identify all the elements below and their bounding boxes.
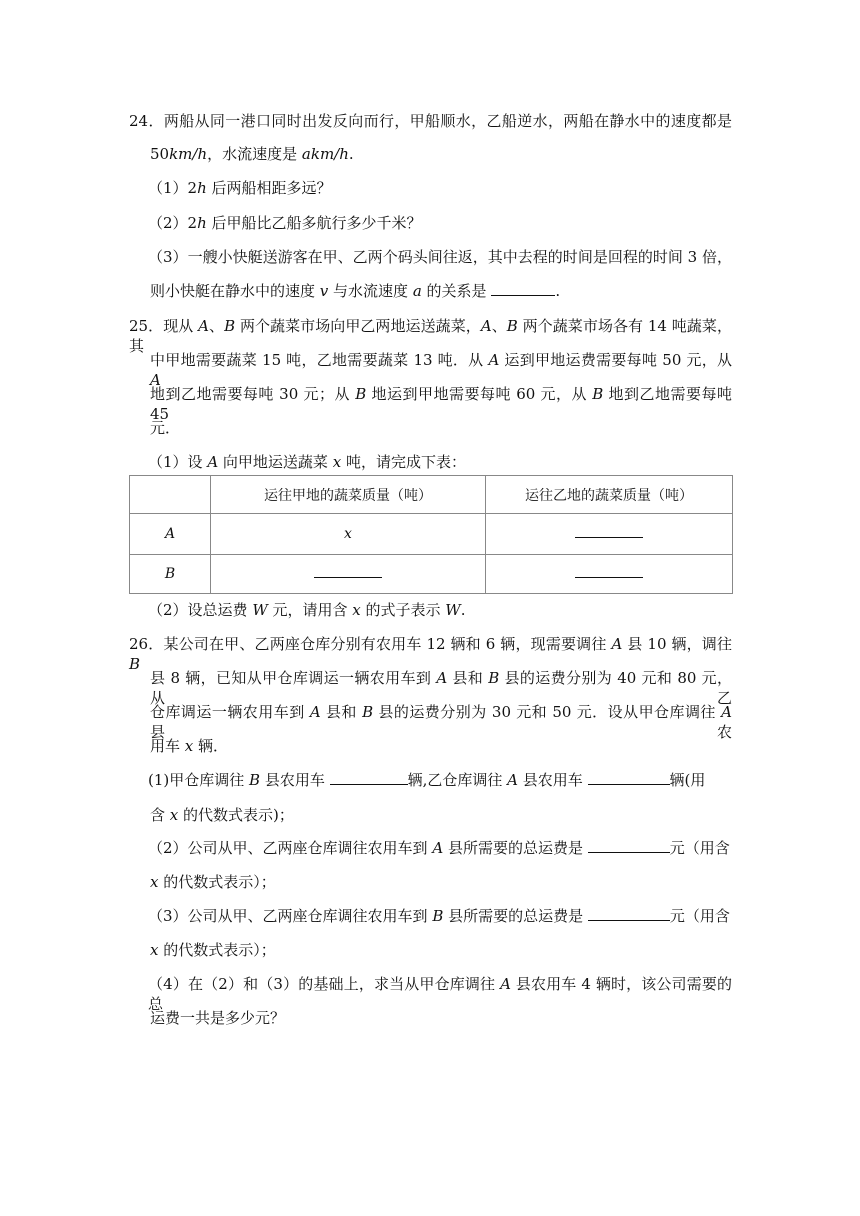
q24-line-2: 50km/h，水流速度是 akm/h. xyxy=(150,145,354,163)
answer-blank[interactable] xyxy=(330,770,408,785)
q26-line-4: 用车 x 辆． xyxy=(150,737,229,755)
answer-blank[interactable] xyxy=(575,567,643,578)
answer-blank[interactable] xyxy=(588,906,670,921)
table-row xyxy=(130,555,733,594)
q25-part-2: （2）设总运费 W 元，请用含 x 的式子表示 W. xyxy=(148,601,466,619)
q24-number: 24． xyxy=(129,112,164,130)
row-label-b: B xyxy=(130,555,211,594)
q26-part-4-line-2: 运费一共是多少元？ xyxy=(150,1009,286,1027)
q26-part-3-line-2: x 的代数式表示）； xyxy=(150,941,276,959)
q24-part-3-line-2: 则小快艇在静水中的速度 v 与水流速度 a 的关系是 . xyxy=(150,282,561,300)
transport-table xyxy=(129,475,733,594)
cell-a-jia: x xyxy=(211,514,486,555)
cell-b-yi xyxy=(486,555,733,594)
q24-line-1: 24．两船从同一港口同时出发反向而行，甲船顺水，乙船逆水，两船在静水中的速度都是 xyxy=(129,112,732,130)
answer-blank[interactable] xyxy=(491,281,555,296)
cell-a-yi xyxy=(486,514,733,555)
answer-blank[interactable] xyxy=(575,527,643,538)
q25-number: 25． xyxy=(129,317,164,335)
q26-part-3-line-1: （3）公司从甲、乙两座仓库调往农用车到 B 县所需要的总运费是 元（用含 xyxy=(148,907,730,925)
table-header-jia: 运往甲地的蔬菜质量（吨） xyxy=(211,476,486,514)
table-header-row xyxy=(130,476,733,514)
q25-line-3: 地到乙地需要每吨 30 元；从 B 地运到甲地需要每吨 60 元，从 B 地到乙地需要每吨 45 xyxy=(150,385,732,423)
table-header-yi: 运往乙地的蔬菜质量（吨） xyxy=(486,476,733,514)
q26-part-2-line-1: （2）公司从甲、乙两座仓库调往农用车到 A 县所需要的总运费是 元（用含 xyxy=(148,839,730,857)
table-row xyxy=(130,514,733,555)
answer-blank[interactable] xyxy=(588,838,670,853)
q26-number: 26． xyxy=(129,635,164,653)
q26-part-1-line-1: (1)甲仓库调往 B 县农用车 辆,乙仓库调往 A 县农用车 辆(用 xyxy=(148,771,706,789)
q25-line-1: 25．现从 A、B 两个蔬菜市场向甲乙两地运送蔬菜，A、B 两个蔬菜市场各有 14 吨蔬菜，其 xyxy=(129,317,732,355)
q26-line-2: 县 8 辆，已知从甲仓库调运一辆农用车到 A 县和 B 县的运费分别为 40 元和 80 元，从乙 xyxy=(150,669,732,707)
q26-line-3: 仓库调运一辆农用车到 A 县和 B 县的运费分别为 30 元和 50 元．设从甲仓库调往 A 县农 xyxy=(150,703,732,741)
q24-part-1: （1）2h 后两船相距多远？ xyxy=(148,179,332,197)
table-corner-cell xyxy=(130,476,211,514)
q26-part-2-line-2: x 的代数式表示）； xyxy=(150,873,276,891)
cell-b-jia xyxy=(211,555,486,594)
q25-line-4: 元． xyxy=(150,419,181,437)
q24-part-3-line-1: （3）一艘小快艇送游客在甲、乙两个码头间往返，其中去程的时间是回程的时间 3 倍， xyxy=(148,248,732,266)
q25-part-1: （1）设 A 向甲地运送蔬菜 x 吨，请完成下表： xyxy=(148,453,466,471)
q24-part-2: （2）2h 后甲船比乙船多航行多少千米？ xyxy=(148,214,422,232)
row-label-a: A xyxy=(130,514,211,555)
q25-line-2: 中甲地需要蔬菜 15 吨，乙地需要蔬菜 13 吨．从 A 运到甲地运费需要每吨 50 元，从 A xyxy=(150,351,732,389)
q26-line-1: 26．某公司在甲、乙两座仓库分别有农用车 12 辆和 6 辆，现需要调往 A 县 10 辆，调往 B xyxy=(129,635,732,673)
answer-blank[interactable] xyxy=(588,770,670,785)
q26-part-1-line-2: 含 x 的代数式表示)； xyxy=(150,806,294,824)
answer-blank[interactable] xyxy=(314,567,382,578)
q26-part-4-line-1: （4）在（2）和（3）的基础上，求当从甲仓库调往 A 县农用车 4 辆时，该公司需要的总 xyxy=(148,975,732,1013)
